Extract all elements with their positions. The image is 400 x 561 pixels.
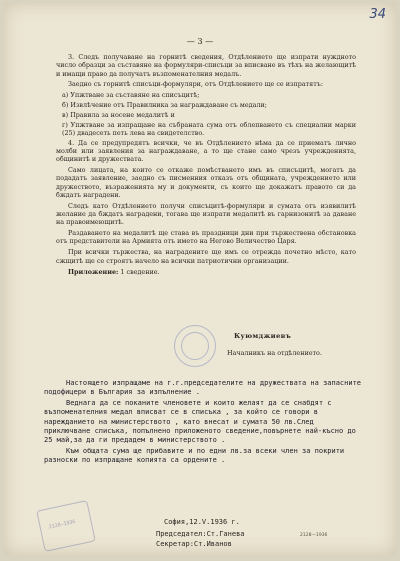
printed-body [56,53,356,279]
attachment-line [56,268,356,276]
signatory-title: Началникъ на отдѣлението. [227,349,322,357]
typed-body [44,379,362,466]
paragraph: Раздаването на медалитѣ ще става въ праздници дни при тържествена обстановка отъ представители на Армията отъ името на Негово Величество Царя. [56,229,356,246]
attachment-label: Приложение: [68,267,119,276]
paragraph: Следъ като Отдѣлението получи списъцитѣ-формуляри и сумата отъ изявилитѣ желание да бждатъ наградени, тогава ще изпрати медалитѣ въ гарнизонитѣ за даване на правоимеющитѣ. [56,201,356,227]
paragraph: При всички тържества, на наградените ще имъ се отрежда почетно мѣсто, като сжщитѣ ще се строятъ начело на всички патриотични организации. [56,248,356,265]
typed-paragraph: Веднага да се поканите членовете и които желаят да се снабдят с възпоменателния медал вписват се в списъка , за който се говори в нарежданието на министерството , като внесат и сумата 50 лв.След приключване списъка, попълнено приложеното сведение,повърнете най-късно до 25 май,за да ги предадем в министерството . [44,398,356,445]
typed-paragraph: Към общата сума ще прибавите и по едни лв.за всеки член за покрити разноски по изпращане копията са ордените . [44,446,345,465]
list-item: в) Правила за носене медалитѣ и [62,110,175,119]
archive-page-number: 34 [369,7,386,22]
attachment-value: 1 сведение. [120,267,160,276]
paragraph: Заедно съ горнитѣ списъци-формуляри, отъ Отдѣлението ще се изпратятъ: [68,80,323,89]
paragraph: 3. Следъ получаване на горнитѣ сведения, Отдѣлението ще изпрати нуждното число образци за съставяне на формуляри-списъци за вписване въ тѣхъ на желающитѣ и имащи право да получатъ възпоменателния медалъ. [56,53,356,78]
stamp-code: 2128—1936 [48,519,77,531]
round-stamp [174,325,216,367]
typed-paragraph: Настоящето изпращаме на г.г.председателите на дружествата на запасните подофицери в България за изпълнение . [44,379,362,397]
page-number: — 3 — [186,37,214,46]
print-code: 2128—1936 [300,533,328,538]
signatory-name: Куюмджиевъ [234,332,292,340]
secretary-line: Секретар:Ст.Иванов [156,540,232,548]
president-line: Председател:Ст.Ганева [156,530,245,538]
paragraph: 4. Да се предупредятъ всички, че въ Отдѣлението нѣма да се приематъ лично молби или заявления за награждаване, а то ще стане само чрезъ учрежденията, общинитѣ и дружествата. [56,138,356,164]
list-item: а) Упжтване за съставяне на списъцитѣ; [62,91,200,100]
paragraph: Само лицата, на които се откаже помѣстването имъ въ списъцитѣ, могатъ да подадатъ заявление, заедно съ писменния отказъ отъ общината, учреждението или дружеството, възраженията му и документи, съ които ще докажатъ правото си да бждатъ наградени. [56,166,356,199]
registry-stamp [36,500,96,552]
list-item: б) Извлѣчение отъ Правилника за награждаване съ медали; [62,100,267,109]
document-page [4,3,396,555]
date-line: София,12.V.1936 г. [164,518,240,526]
list-item: г) Упжтване за изпращане на събраната сума отъ облепването съ специални марки (25) двадесеть петь лева на свидетелство. [62,120,356,137]
